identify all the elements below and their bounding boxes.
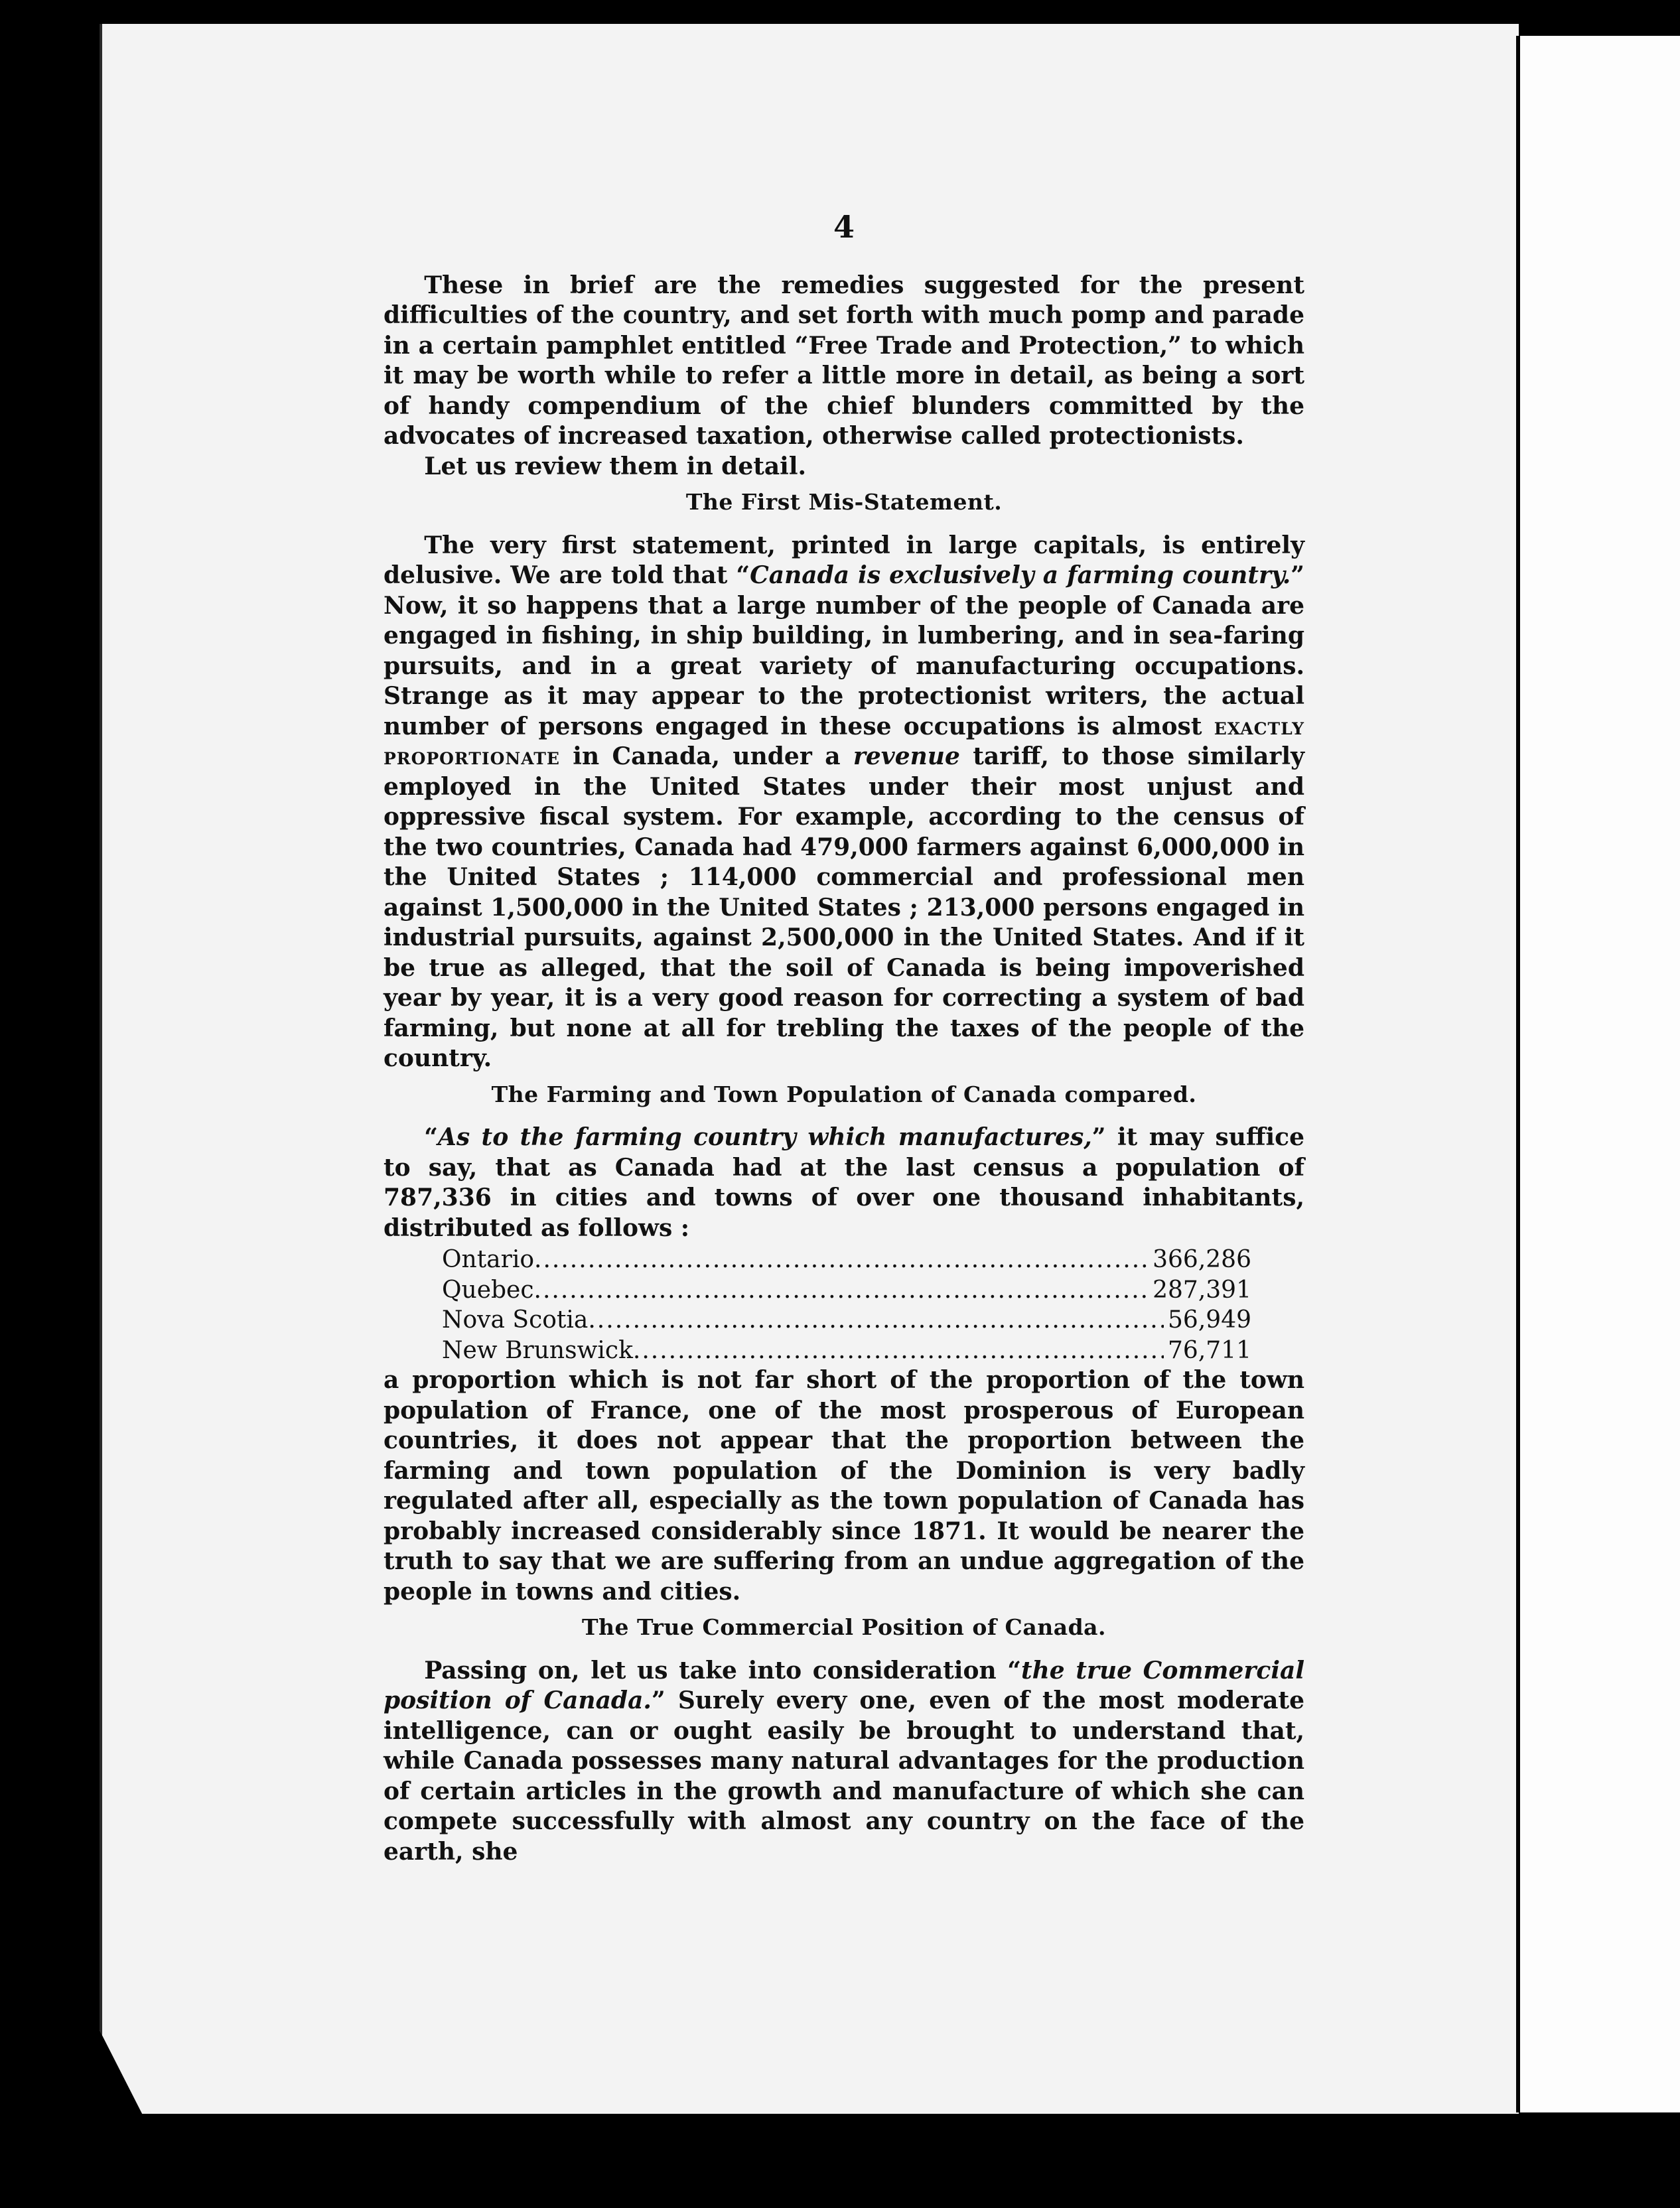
- paragraph-commercial-position: [384, 1656, 1304, 1868]
- dot-leader: [588, 1305, 1164, 1336]
- text-run: “: [424, 1123, 438, 1151]
- province-name: New Brunswick: [442, 1336, 633, 1364]
- paragraph-remedies: These in brief are the remedies suggested for the present difficulties of the country, and set forth with much pomp and parade in a certain pamphlet entitled “Free Trade and Protection,” to which it may be worth while to refer a little more in detail, as being a sort of handy compendium of the chief blunders committed by the advocates of increased taxation, otherwise called protectionists.: [384, 271, 1304, 450]
- text-run: Passing on, let us take into consideration “: [424, 1656, 1021, 1685]
- dot-leader: [534, 1275, 1149, 1306]
- population-value: 287,391: [1153, 1276, 1251, 1304]
- table-row: [442, 1305, 1251, 1336]
- text-run: ” it may suffice to say, that as Canada had at the last census a population of 787,336 in cities and towns of over one thousand inhabitants, distributed as follows :: [384, 1123, 1305, 1242]
- page-text: [384, 209, 1305, 1867]
- small-caps-run: exactly proportionate: [384, 712, 1304, 770]
- table-row: [442, 1275, 1251, 1306]
- paragraph-farming-country: [384, 1123, 1304, 1243]
- paragraph-review: Let us review them in detail.: [424, 452, 807, 480]
- italic-run: revenue: [853, 742, 960, 770]
- text-run: The very first statement, printed in large capitals, is entirely delusive. We are told that “: [384, 531, 1304, 589]
- paragraph-first-statement: [384, 531, 1304, 1074]
- italic-run: the true Commercial position of Canada.: [384, 1656, 1304, 1714]
- text-run: in Canada, under a: [559, 742, 853, 770]
- dot-leader: [534, 1245, 1149, 1275]
- adjacent-page-edge: [1520, 36, 1680, 2112]
- population-value: 76,711: [1168, 1336, 1251, 1364]
- heading-farming-town-population: The Farming and Town Population of Canada compared.: [491, 1081, 1197, 1107]
- italic-run: As to the farming country which manufactures,: [437, 1123, 1092, 1151]
- population-value: 56,949: [1168, 1306, 1251, 1334]
- population-value: 366,286: [1153, 1246, 1251, 1273]
- table-row: [442, 1245, 1251, 1275]
- table-row: [442, 1336, 1251, 1366]
- italic-run: Canada is exclusively a farming country.: [750, 561, 1291, 589]
- text-run: ” Now, it so happens that a large number of the people of Canada are engaged in fishing, in ship building, in lumbering, and in sea-faring pursuits, and in a great variety of manufacturing occupations. Strange as it may appear to the protectionist writers, the actual number of persons engaged in these occupations is almost: [384, 561, 1304, 740]
- province-name: Quebec: [442, 1276, 534, 1304]
- text-run: tariff, to those similarly employed in the United States under their most unjust and oppressive fiscal system. For example, according to the census of the two countries, Canada had 479,000 farmers against 6,000,000 in the United States ; 114,000 commercial and professional men against 1,500,000 in the United States ; 213,000 persons engaged in industrial pursuits, against 2,500,000 in the United States. And if it be true as alleged, that the soil of Canada is being impoverished year by year, it is a very good reason for correcting a system of bad farming, but none at all for trebling the taxes of the people of the country.: [384, 742, 1304, 1072]
- dot-leader: [633, 1336, 1164, 1366]
- population-table: [442, 1245, 1251, 1365]
- page-number: 4: [833, 209, 855, 245]
- paragraph-proportion: a proportion which is not far short of the proportion of the town population of France, one of the most prosperous of European countries, it does not appear that the proportion between the farming and town population of the Dominion is very badly regulated after all, especially as the town population of Canada has probably increased considerably since 1871. It would be nearer the truth to say that we are suffering from an undue aggregation of the people in towns and cities.: [384, 1366, 1304, 1606]
- heading-first-mis-statement: The First Mis-Statement.: [685, 489, 1003, 515]
- text-run: ” Surely every one, even of the most moderate intelligence, can or ought easily be brought to understand that, while Canada possesses many natural advantages for the production of certain articles in the growth and manufacture of which she can compete successfully with almost any country on the face of the earth, she: [384, 1687, 1304, 1866]
- province-name: Ontario: [442, 1246, 535, 1273]
- province-name: Nova Scotia: [442, 1306, 589, 1334]
- heading-true-commercial-position: The True Commercial Position of Canada.: [581, 1614, 1107, 1640]
